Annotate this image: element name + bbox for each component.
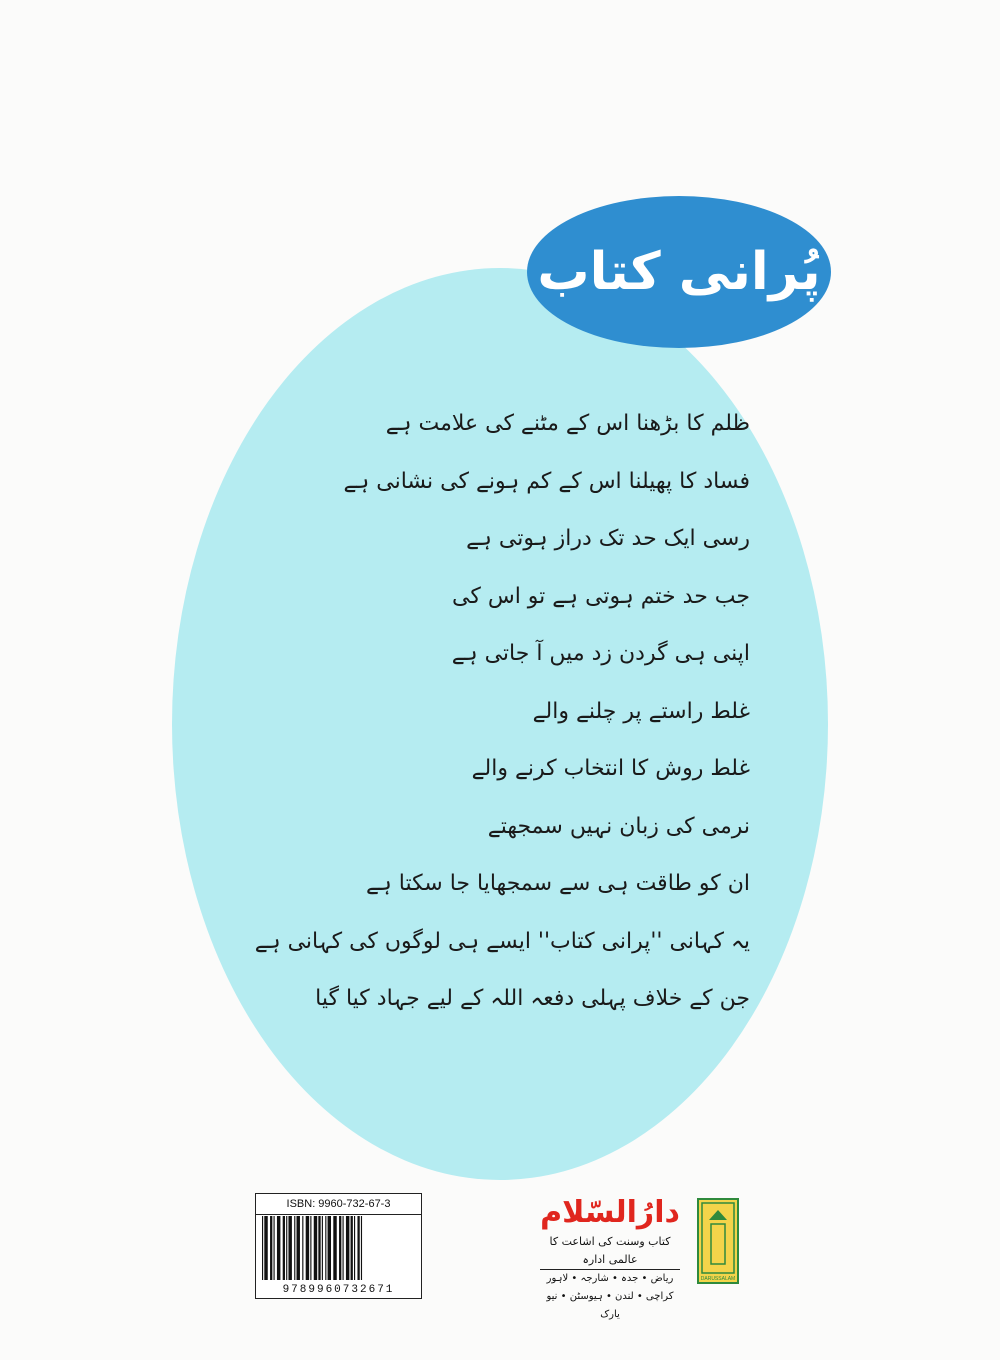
- poem-line: جب حد ختم ہوتی ہے تو اس کی: [452, 583, 750, 609]
- barcode-bar: [333, 1216, 336, 1280]
- title-oval: [527, 196, 831, 348]
- poem-line: جن کے خلاف پہلی دفعہ اللہ کے لیے جہاد کیا گیا: [315, 986, 750, 1011]
- barcode-bar: [361, 1216, 362, 1280]
- darussalam-logo-icon: [697, 1198, 739, 1284]
- barcode-bar: [270, 1216, 272, 1280]
- poem-line: ان کو طاقت ہی سے سمجھایا جا سکتا ہے: [366, 871, 750, 896]
- poem-line: غلط راستے پر چلنے والے: [532, 698, 750, 724]
- barcode-digits: 9789960732671: [282, 1284, 395, 1296]
- barcode-bar: [262, 1216, 263, 1280]
- barcode-bar: [328, 1216, 331, 1280]
- publisher-cities: کراچی • لندن • ہیوسٹن • نیو یارک: [546, 1291, 674, 1320]
- publisher-block: [540, 1193, 680, 1320]
- barcode-bar: [274, 1216, 275, 1280]
- poem-line: اپنی ہی گردن زد میں آ جاتی ہے: [451, 641, 750, 666]
- poem-line: یہ کہانی ''پرانی کتاب'' ایسے ہی لوگوں کی کہانی ہے: [254, 928, 750, 954]
- barcode-bar: [286, 1216, 287, 1280]
- barcode-bar: [357, 1216, 359, 1280]
- barcode-bar: [310, 1216, 311, 1280]
- barcode-bar: [322, 1216, 323, 1280]
- barcode-bar: [288, 1216, 291, 1280]
- barcode-bar: [314, 1216, 317, 1280]
- barcode-bar: [346, 1216, 349, 1280]
- poem-line: نرمی کی زبان نہیں سمجھتے: [487, 813, 750, 839]
- publisher-cities: ریاض • جدہ • شارجہ • لاہور: [546, 1273, 674, 1284]
- barcode-bar: [283, 1216, 285, 1280]
- logo-text: DARUSSALAM: [700, 1276, 736, 1282]
- poem-line: ظلم کا بڑھنا اس کے مٹنے کی علامت ہے: [385, 411, 750, 436]
- barcode: [255, 1193, 422, 1299]
- barcode-bar: [318, 1216, 320, 1280]
- poem-text: [250, 395, 750, 1028]
- barcode-bar: [343, 1216, 344, 1280]
- isbn-label: ISBN: 9960-732-67-3: [256, 1194, 421, 1215]
- barcode-bars: [260, 1216, 417, 1280]
- publisher-name: دارُالسّلام: [540, 1195, 680, 1230]
- barcode-bar: [297, 1216, 300, 1280]
- book-title: پُرانی کتاب: [537, 242, 821, 302]
- poem-line: رسی ایک حد تک دراز ہوتی ہے: [466, 526, 750, 551]
- barcode-bar: [351, 1216, 353, 1280]
- barcode-bar: [302, 1216, 303, 1280]
- barcode-bar: [277, 1216, 280, 1280]
- barcode-bar: [339, 1216, 341, 1280]
- barcode-bar: [354, 1216, 355, 1280]
- barcode-bar: [264, 1216, 267, 1280]
- publisher-tagline: کتاب وسنت کی اشاعت کا عالمی ادارہ: [540, 1233, 680, 1270]
- barcode-bar: [306, 1216, 309, 1280]
- barcode-bar: [294, 1216, 295, 1280]
- barcode-bar: [325, 1216, 326, 1280]
- poem-line: فساد کا پھیلنا اس کے کم ہونے کی نشانی ہے: [343, 468, 750, 494]
- poem-line: غلط روش کا انتخاب کرنے والے: [471, 756, 750, 781]
